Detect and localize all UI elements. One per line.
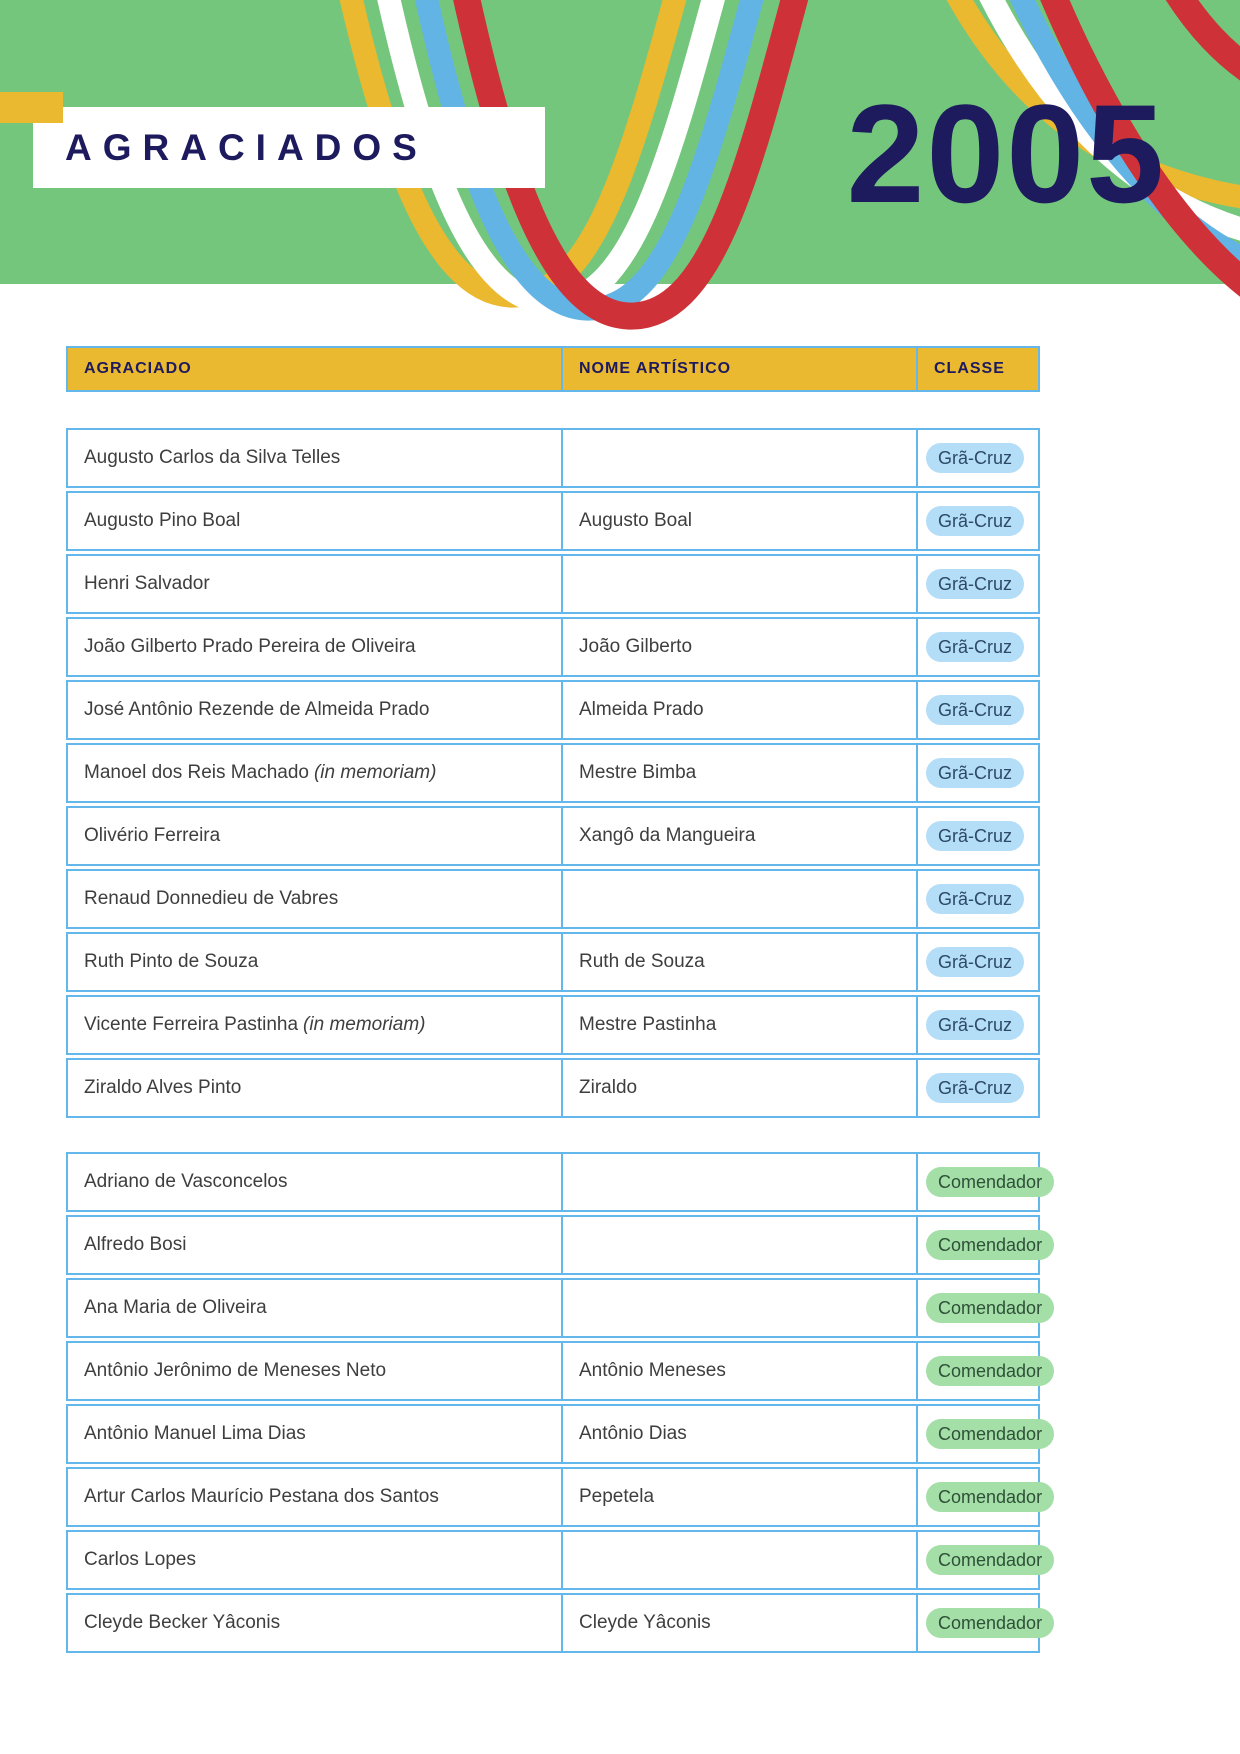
class-badge: Grã-Cruz (926, 758, 1024, 789)
gra-cruz-table (66, 428, 1040, 1118)
honoree-name-cell (68, 619, 561, 675)
artistic-name-cell (561, 619, 916, 675)
table-row (66, 932, 1040, 992)
artistic-name: Mestre Pastinha (579, 1014, 717, 1035)
table-row (66, 1152, 1043, 1212)
honoree-name: Manoel dos Reis Machado (84, 762, 309, 783)
class-badge: Grã-Cruz (926, 821, 1024, 852)
class-cell (916, 871, 1038, 927)
honoree-name: João Gilberto Prado Pereira de Oliveira (84, 636, 416, 657)
artistic-name: Pepetela (579, 1486, 655, 1507)
artistic-name-cell (561, 1217, 916, 1273)
artistic-name: João Gilberto (579, 636, 693, 657)
table-row (66, 1593, 1043, 1653)
honoree-name: Antônio Jerônimo de Meneses Neto (84, 1360, 387, 1381)
class-cell (916, 556, 1038, 612)
class-cell (916, 1060, 1038, 1116)
artistic-name-cell (561, 1343, 916, 1399)
honoree-name: Ana Maria de Oliveira (84, 1297, 267, 1318)
artistic-name-cell (561, 1532, 916, 1588)
artistic-name-cell (561, 556, 916, 612)
honoree-name: Artur Carlos Maurício Pestana dos Santos (84, 1486, 439, 1507)
class-badge: Grã-Cruz (926, 1073, 1024, 1104)
yellow-accent-chip (0, 92, 63, 123)
honorees-list (66, 346, 1043, 1653)
artistic-name: Almeida Prado (579, 699, 704, 720)
class-cell (916, 1343, 1043, 1399)
artistic-name-cell (561, 430, 916, 486)
column-header-agraciado: AGRACIADO (84, 360, 192, 377)
class-badge: Comendador (926, 1419, 1054, 1450)
class-cell (916, 1595, 1043, 1651)
in-memoriam-note: (in memoriam) (303, 1014, 426, 1035)
class-badge: Comendador (926, 1230, 1054, 1261)
honoree-name: Cleyde Becker Yâconis (84, 1612, 281, 1633)
honoree-name-cell (68, 1217, 561, 1273)
honoree-name: Ruth Pinto de Souza (84, 951, 259, 972)
page-banner (0, 0, 1240, 284)
honoree-name: Vicente Ferreira Pastinha (84, 1014, 299, 1035)
class-cell (916, 1532, 1043, 1588)
honoree-name-cell (68, 1060, 561, 1116)
table-row (66, 1404, 1043, 1464)
honoree-name: Adriano de Vasconcelos (84, 1171, 288, 1192)
table-row (66, 1530, 1043, 1590)
artistic-name-cell (561, 745, 916, 801)
table-row (66, 680, 1040, 740)
table-row (66, 617, 1040, 677)
honoree-name-cell (68, 1406, 561, 1462)
honoree-name-cell (68, 430, 561, 486)
class-cell (916, 430, 1038, 486)
comendador-table (66, 1152, 1043, 1653)
table-row (66, 1215, 1043, 1275)
class-badge: Comendador (926, 1167, 1054, 1198)
honoree-name: Renaud Donnedieu de Vabres (84, 888, 339, 909)
class-badge: Comendador (926, 1356, 1054, 1387)
class-badge: Comendador (926, 1608, 1054, 1639)
artistic-name: Ruth de Souza (579, 951, 705, 972)
artistic-name-cell (561, 1060, 916, 1116)
class-badge: Comendador (926, 1545, 1054, 1576)
table-row (66, 806, 1040, 866)
artistic-name-cell (561, 997, 916, 1053)
artistic-name-cell (561, 808, 916, 864)
honoree-name: José Antônio Rezende de Almeida Prado (84, 699, 430, 720)
artistic-name-cell (561, 1469, 916, 1525)
class-cell (916, 1154, 1043, 1210)
class-badge: Grã-Cruz (926, 443, 1024, 474)
table-row (66, 554, 1040, 614)
honoree-name-cell (68, 1595, 561, 1651)
table-row (66, 995, 1040, 1055)
artistic-name-cell (561, 871, 916, 927)
artistic-name-cell (561, 682, 916, 738)
honoree-name: Antônio Manuel Lima Dias (84, 1423, 306, 1444)
table-row (66, 1341, 1043, 1401)
column-header-classe: CLASSE (916, 348, 1038, 390)
class-cell (916, 934, 1038, 990)
honoree-name-cell (68, 808, 561, 864)
honoree-name-cell (68, 745, 561, 801)
class-badge: Grã-Cruz (926, 569, 1024, 600)
class-badge: Grã-Cruz (926, 947, 1024, 978)
class-cell (916, 808, 1038, 864)
class-badge: Grã-Cruz (926, 695, 1024, 726)
artistic-name: Xangô da Mangueira (579, 825, 756, 846)
artistic-name: Augusto Boal (579, 510, 693, 531)
honoree-name: Henri Salvador (84, 573, 210, 594)
honoree-name-cell (68, 493, 561, 549)
artistic-name: Cleyde Yâconis (579, 1612, 711, 1633)
page-title: AGRACIADOS (65, 126, 428, 168)
table-row (66, 1058, 1040, 1118)
honoree-name-cell (68, 1532, 561, 1588)
artistic-name-cell (561, 493, 916, 549)
table-row (66, 743, 1040, 803)
artistic-name-cell (561, 1280, 916, 1336)
honoree-name-cell (68, 934, 561, 990)
honoree-name-cell (68, 997, 561, 1053)
column-header-nome-artistico: NOME ARTÍSTICO (561, 348, 916, 390)
table-row (66, 428, 1040, 488)
class-cell (916, 682, 1038, 738)
honoree-name-cell (68, 1343, 561, 1399)
artistic-name: Antônio Meneses (579, 1360, 726, 1381)
artistic-name-cell (561, 1154, 916, 1210)
class-badge: Grã-Cruz (926, 1010, 1024, 1041)
honoree-name: Olivério Ferreira (84, 825, 221, 846)
class-cell (916, 493, 1038, 549)
honoree-name: Carlos Lopes (84, 1549, 196, 1570)
class-cell (916, 997, 1038, 1053)
table-row (66, 491, 1040, 551)
honoree-name: Alfredo Bosi (84, 1234, 187, 1255)
class-cell (916, 1217, 1043, 1273)
artistic-name-cell (561, 1595, 916, 1651)
artistic-name: Mestre Bimba (579, 762, 697, 783)
in-memoriam-note: (in memoriam) (313, 762, 437, 783)
artistic-name: Antônio Dias (579, 1423, 687, 1444)
year-label: 2005 (846, 75, 1166, 232)
artistic-name-cell (561, 934, 916, 990)
honoree-name-cell (68, 1469, 561, 1525)
class-badge: Grã-Cruz (926, 884, 1024, 915)
table-row (66, 869, 1040, 929)
class-badge: Grã-Cruz (926, 506, 1024, 537)
honoree-name: Ziraldo Alves Pinto (84, 1077, 242, 1098)
class-cell (916, 745, 1038, 801)
honoree-name: Augusto Pino Boal (84, 510, 241, 531)
class-cell (916, 619, 1038, 675)
honoree-name-cell (68, 1154, 561, 1210)
honoree-name-cell (68, 1280, 561, 1336)
class-cell (916, 1469, 1043, 1525)
honoree-name-cell (68, 556, 561, 612)
honoree-name: Augusto Carlos da Silva Telles (84, 447, 341, 468)
table-row (66, 1467, 1043, 1527)
class-cell (916, 1406, 1043, 1462)
honoree-name-cell (68, 682, 561, 738)
table-row (66, 1278, 1043, 1338)
class-cell (916, 1280, 1043, 1336)
artistic-name: Ziraldo (579, 1077, 638, 1098)
artistic-name-cell (561, 1406, 916, 1462)
class-badge: Comendador (926, 1482, 1054, 1513)
table-header-row (66, 346, 1040, 392)
class-badge: Grã-Cruz (926, 632, 1024, 663)
title-box (33, 107, 545, 188)
honoree-name-cell (68, 871, 561, 927)
class-badge: Comendador (926, 1293, 1054, 1324)
